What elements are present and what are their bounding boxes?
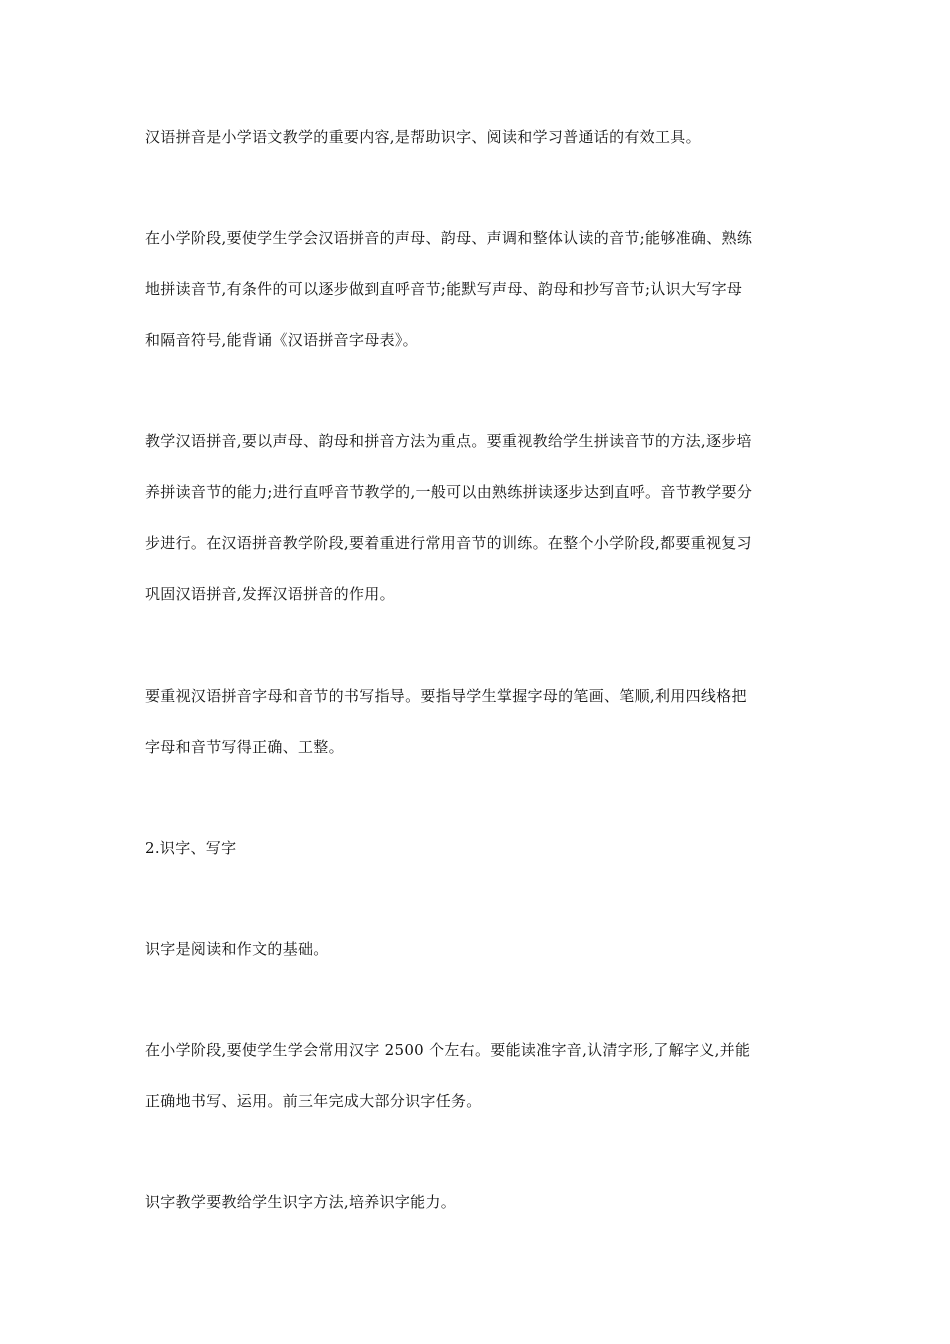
text-line: 在小学阶段,要使学生学会汉语拼音的声母、韵母、声调和整体认读的音节;能够准确、熟练	[145, 229, 753, 247]
section-heading-literacy	[145, 823, 810, 874]
text-line: 巩固汉语拼音,发挥汉语拼音的作用。	[145, 585, 395, 603]
text-line: 在小学阶段,要使学生学会常用汉字 2500 个左右。要能读准字音,认清字形,了解字义,并能	[145, 1041, 751, 1059]
text-line: 要重视汉语拼音字母和音节的书写指导。要指导学生掌握字母的笔画、笔顺,利用四线格把	[145, 687, 747, 705]
paragraph-pinyin-goals	[145, 213, 810, 366]
paragraph-literacy-goals	[145, 1025, 810, 1127]
paragraph-pinyin-teaching	[145, 416, 810, 620]
text-line: 汉语拼音是小学语文教学的重要内容,是帮助识字、阅读和学习普通话的有效工具。	[145, 128, 701, 146]
paragraph-pinyin-intro	[145, 112, 810, 163]
paragraph-literacy-foundation	[145, 924, 810, 975]
text-line: 步进行。在汉语拼音教学阶段,要着重进行常用音节的训练。在整个小学阶段,都要重视复习	[145, 534, 752, 552]
paragraph-literacy-methods	[145, 1177, 810, 1228]
text-line: 地拼读音节,有条件的可以逐步做到直呼音节;能默写声母、韵母和抄写音节;认识大写字母	[145, 280, 743, 298]
text-line: 2.识字、写字	[145, 839, 237, 857]
text-line: 正确地书写、运用。前三年完成大部分识字任务。	[145, 1092, 482, 1110]
text-line: 教学汉语拼音,要以声母、韵母和拼音方法为重点。要重视教给学生拼读音节的方法,逐步培	[145, 432, 752, 450]
text-line: 识字教学要教给学生识字方法,培养识字能力。	[145, 1193, 457, 1211]
text-line: 字母和音节写得正确、工整。	[145, 738, 344, 756]
text-line: 识字是阅读和作文的基础。	[145, 940, 329, 958]
text-line: 和隔音符号,能背诵《汉语拼音字母表》。	[145, 331, 418, 349]
text-line: 养拼读音节的能力;进行直呼音节教学的,一般可以由熟练拼读逐步达到直呼。音节教学要分	[145, 483, 753, 501]
paragraph-pinyin-writing	[145, 671, 810, 773]
